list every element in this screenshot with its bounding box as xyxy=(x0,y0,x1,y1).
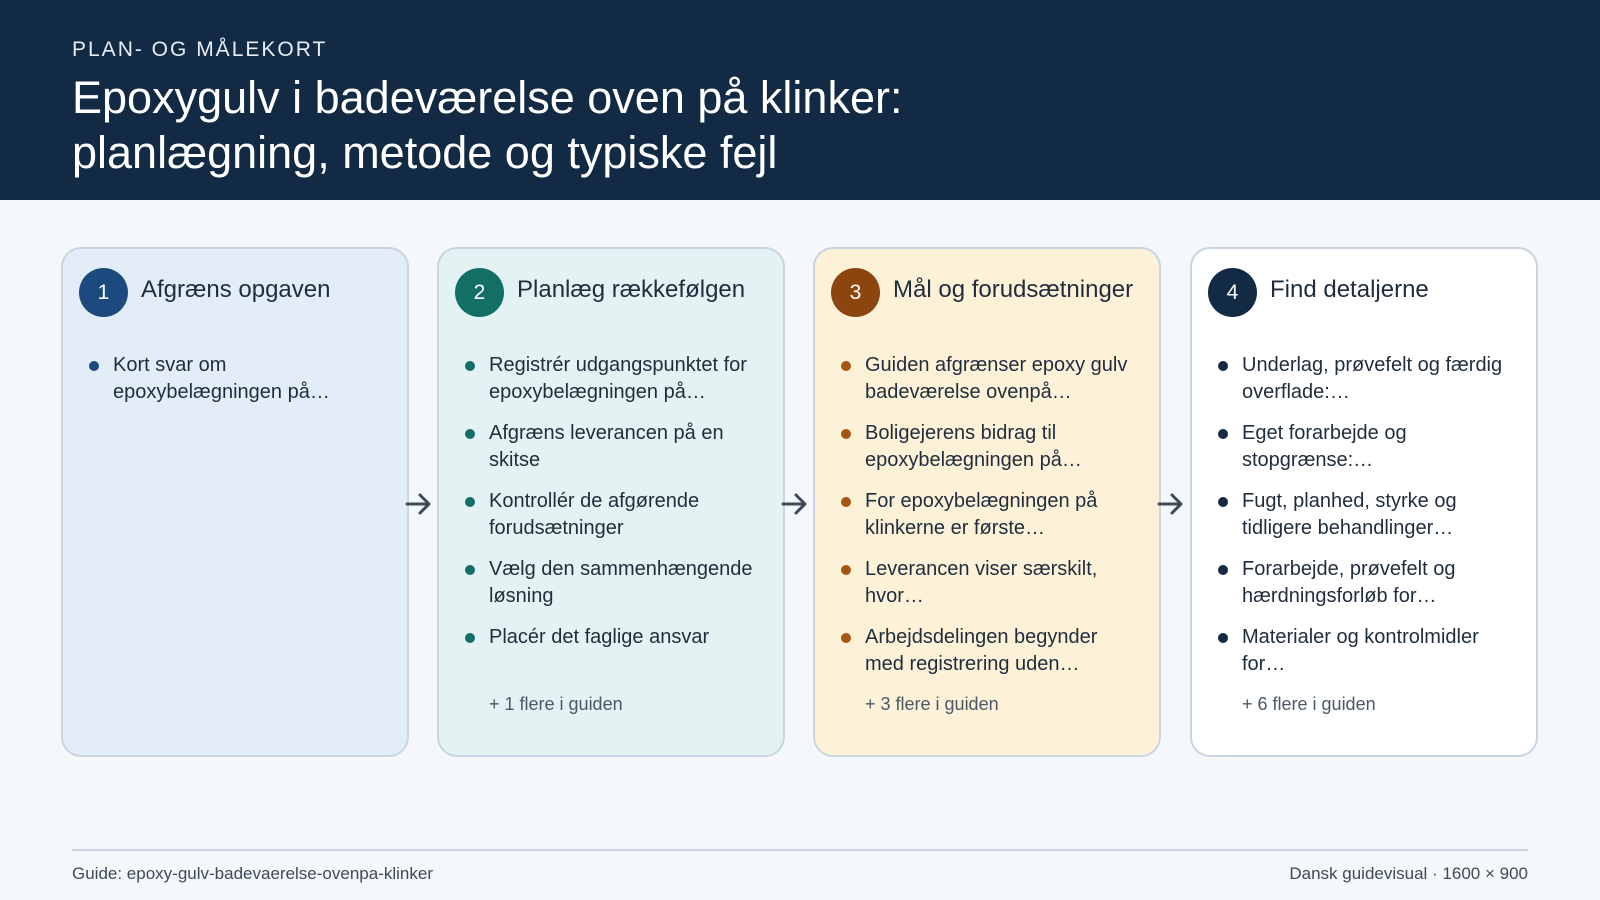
step-item xyxy=(841,488,1141,542)
step-item-text: Boligejerens bidrag til epoxybelægningen på… xyxy=(865,422,1082,471)
step-item xyxy=(841,556,1141,610)
step-item xyxy=(465,420,765,474)
page-title xyxy=(72,70,1472,180)
step-item-text: Vælg den sammenhængende løsning xyxy=(489,558,753,607)
step-item-text: Fugt, planhed, styrke og tidligere behandlinger… xyxy=(1242,490,1457,539)
step-item-list xyxy=(1218,352,1518,692)
step-card-title: Planlæg rækkefølgen xyxy=(517,276,746,303)
page-title-line-2: planlægning, metode og typiske fejl xyxy=(72,127,778,178)
header-banner xyxy=(0,0,1600,200)
arrow-right-icon xyxy=(1157,492,1185,516)
step-item-text: Leverancen viser særskilt, hvor… xyxy=(865,558,1098,607)
step-item-text: Registrér udgangspunktet for epoxybelægningen på… xyxy=(489,354,747,403)
step-number-badge: 1 xyxy=(79,268,128,317)
step-card-2 xyxy=(437,247,785,757)
bullet-dot xyxy=(89,361,99,371)
step-item xyxy=(1218,488,1518,542)
step-item-list xyxy=(465,352,765,665)
bullet-dot xyxy=(1218,565,1228,575)
bullet-dot xyxy=(465,633,475,643)
step-number-badge: 3 xyxy=(831,268,880,317)
step-item xyxy=(841,624,1141,678)
bullet-dot xyxy=(841,497,851,507)
bullet-dot xyxy=(465,361,475,371)
step-item-text: Guiden afgrænser epoxy gulv badeværelse ovenpå… xyxy=(865,354,1128,403)
step-card-title: Mål og forudsætninger xyxy=(893,276,1134,303)
step-item-list xyxy=(841,352,1141,692)
step-card-title: Afgræns opgaven xyxy=(141,276,331,303)
more-in-guide-note: + 6 flere i guiden xyxy=(1242,694,1376,714)
bullet-dot xyxy=(1218,497,1228,507)
step-item-text: Kort svar om epoxybelægningen på… xyxy=(113,354,330,403)
step-item-list xyxy=(89,352,389,420)
bullet-dot xyxy=(1218,633,1228,643)
step-item xyxy=(465,556,765,610)
step-item xyxy=(465,624,765,651)
step-item xyxy=(1218,420,1518,474)
bullet-dot xyxy=(841,565,851,575)
step-item-text: For epoxybelægningen på klinkerne er første… xyxy=(865,490,1098,539)
step-item-text: Eget forarbejde og stopgrænse:… xyxy=(1242,422,1407,471)
step-item xyxy=(841,352,1141,406)
step-item-text: Placér det faglige ansvar xyxy=(489,626,710,648)
step-card-4 xyxy=(1190,247,1538,757)
step-card-3 xyxy=(813,247,1161,757)
step-item xyxy=(841,420,1141,474)
step-item-text: Arbejdsdelingen begynder med registrering uden… xyxy=(865,626,1098,675)
bullet-dot xyxy=(841,429,851,439)
bullet-dot xyxy=(465,497,475,507)
bullet-dot xyxy=(465,565,475,575)
step-item xyxy=(89,352,389,406)
bullet-dot xyxy=(465,429,475,439)
more-in-guide-note: + 3 flere i guiden xyxy=(865,694,999,714)
bullet-dot xyxy=(841,633,851,643)
step-item xyxy=(465,352,765,406)
more-in-guide-note: + 1 flere i guiden xyxy=(489,694,623,714)
page-title-line-1: Epoxygulv i badeværelse oven på klinker: xyxy=(72,72,903,123)
bullet-dot xyxy=(841,361,851,371)
arrow-right-icon xyxy=(781,492,809,516)
step-item xyxy=(465,488,765,542)
bullet-dot xyxy=(1218,361,1228,371)
step-item-text: Forarbejde, prøvefelt og hærdningsforløb for… xyxy=(1242,558,1456,607)
bullet-dot xyxy=(1218,429,1228,439)
step-item-text: Kontrollér de afgørende forudsætninger xyxy=(489,490,700,539)
step-card-1 xyxy=(61,247,409,757)
step-item-text: Underlag, prøvefelt og færdig overflade:… xyxy=(1242,354,1503,403)
step-item xyxy=(1218,624,1518,678)
arrow-right-icon xyxy=(405,492,433,516)
step-item-text: Afgræns leverancen på en skitse xyxy=(489,422,724,471)
footer-guide-slug: Guide: epoxy-gulv-badevaerelse-ovenpa-klinker xyxy=(72,864,433,883)
step-number-badge: 4 xyxy=(1208,268,1257,317)
footer-divider xyxy=(72,849,1528,851)
eyebrow-label: PLAN- OG MÅLEKORT xyxy=(72,38,328,61)
footer-credit: Dansk guidevisual · 1600 × 900 xyxy=(1289,864,1528,883)
step-item xyxy=(1218,352,1518,406)
step-item-text: Materialer og kontrolmidler for… xyxy=(1242,626,1479,675)
step-card-title: Find detaljerne xyxy=(1270,276,1429,303)
step-number-badge: 2 xyxy=(455,268,504,317)
step-item xyxy=(1218,556,1518,610)
